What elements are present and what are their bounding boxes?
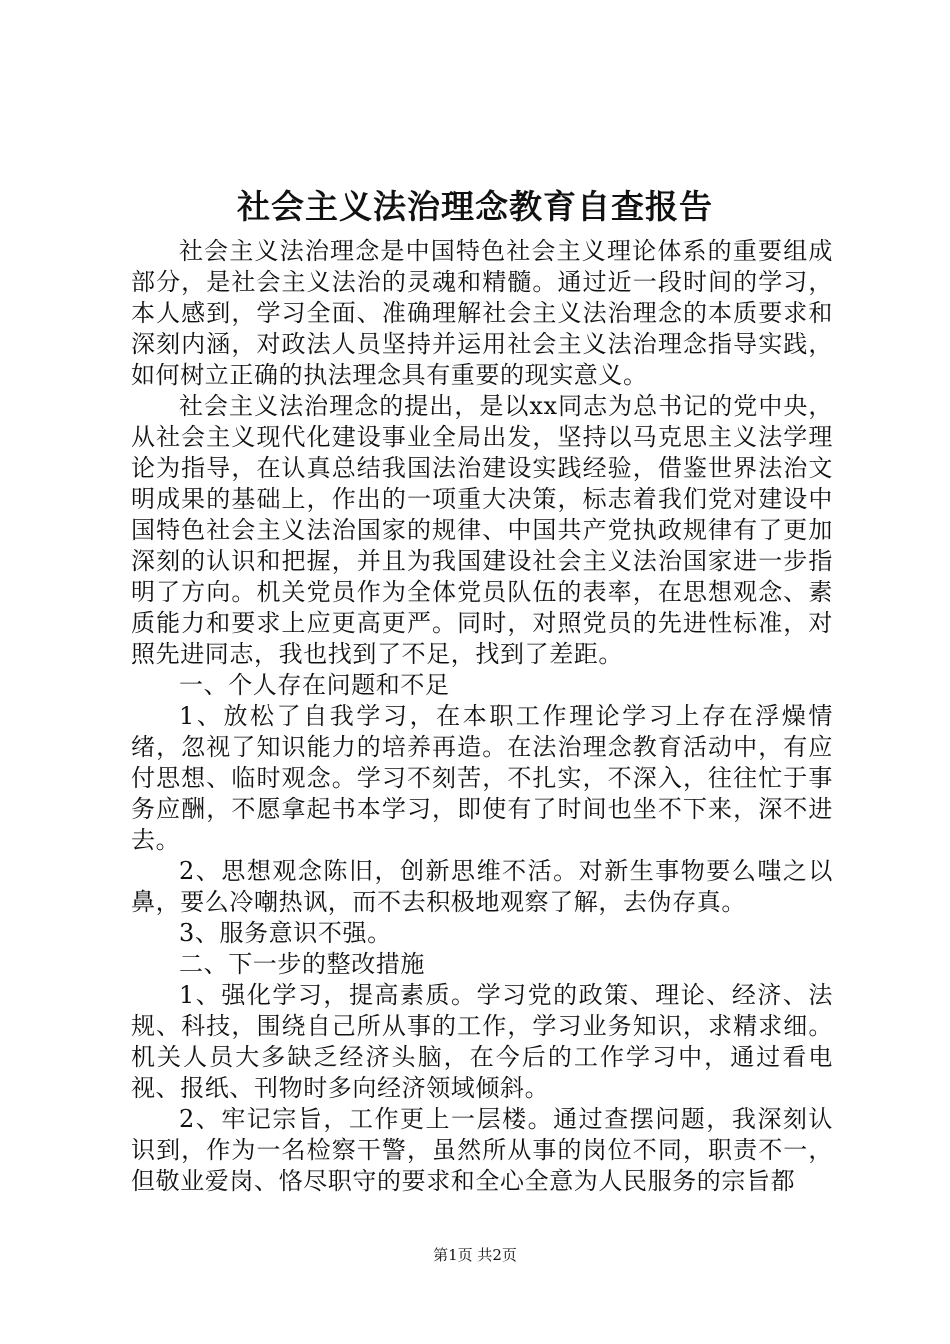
document-body [131,236,833,1197]
section-heading-problems: 一、个人存在问题和不足 [179,671,450,699]
section-heading-measures: 二、下一步的整改措施 [179,950,425,978]
paragraph-problem-3: 3、服务意识不强。 [179,919,392,947]
document-title: 社会主义法治理念教育自查报告 [237,187,713,226]
page-number-footer: 第1页 共2页 [433,1246,517,1264]
paragraph-problem-1: 1、放松了自我学习，在本职工作理论学习上存在浮燥情绪，忽视了知识能力的培养再造。在法治理念教育活动中，有应付思想、临时观念。学习不刻苦，不扎实，不深入，往往忙于事务应酬，不愿拿起书本学习，即使有了时间也坐不下来，深不进去。 [131,702,833,854]
paragraph-background: 社会主义法治理念的提出，是以xx同志为总书记的党中央，从社会主义现代化建设事业全局出发，坚持以马克思主义法学理论为指导，在认真总结我国法治建设实践经验，借鉴世界法治文明成果的基础上，作出的一项重大决策，标志着我们党对建设中国特色社会主义法治国家的规律、中国共产党执政规律有了更加深刻的认识和把握，并且为我国建设社会主义法治国家进一步指明了方向。机关党员作为全体党员队伍的表率，在思想观念、素质能力和要求上应更高更严。同时，对照党员的先进性标准，对照先进同志，我也找到了不足，找到了差距。 [131,392,833,668]
paragraph-measure-2: 2、牢记宗旨，工作更上一层楼。通过查摆问题，我深刻认识到，作为一名检察干警，虽然所从事的岗位不同，职责不一，但敬业爱岗、恪尽职守的要求和全心全意为人民服务的宗旨都 [131,1105,833,1195]
paragraph-problem-2: 2、思想观念陈旧，创新思维不活。对新生事物要么嗤之以鼻，要么冷嘲热讽，而不去积极地观察了解，去伪存真。 [131,857,833,916]
paragraph-intro: 社会主义法治理念是中国特色社会主义理论体系的重要组成部分，是社会主义法治的灵魂和精髓。通过近一段时间的学习，本人感到，学习全面、准确理解社会主义法治理念的本质要求和深刻内涵，对政法人员坚持并运用社会主义法治理念指导实践，如何树立正确的执法理念具有重要的现实意义。 [131,237,833,389]
paragraph-measure-1: 1、强化学习，提高素质。学习党的政策、理论、经济、法规、科技，围绕自己所从事的工作，学习业务知识，求精求细。机关人员大多缺乏经济头脑，在今后的工作学习中，通过看电视、报纸、刊物时多向经济领域倾斜。 [131,981,833,1102]
